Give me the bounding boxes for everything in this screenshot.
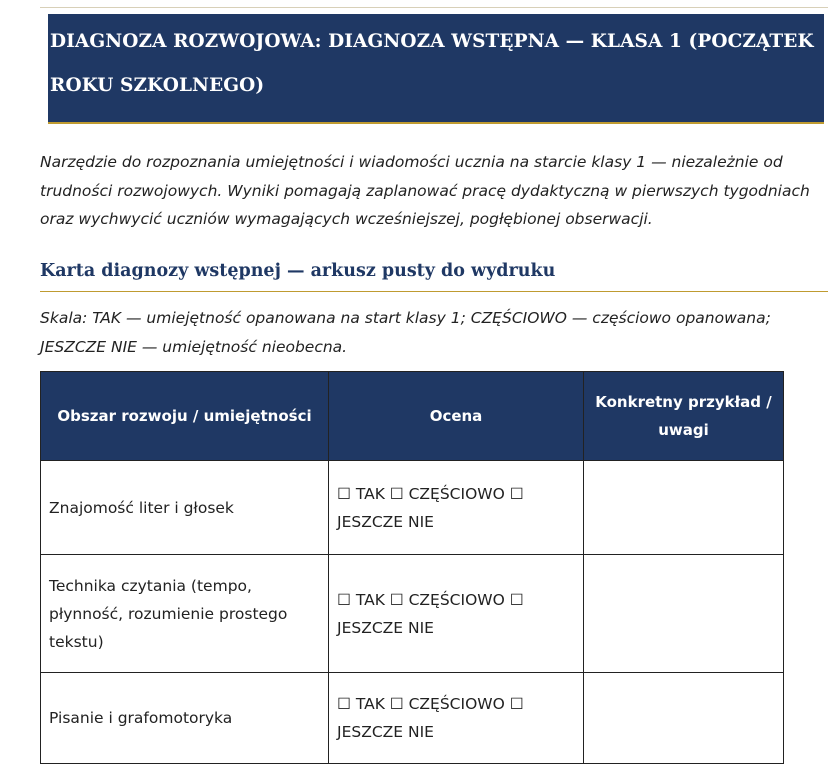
rating-cell[interactable]: ☐ TAK ☐ CZĘŚCIOWO ☐ JESZCZE NIE <box>329 555 584 673</box>
table-row <box>41 555 784 673</box>
title-banner <box>48 14 824 124</box>
area-cell: Pisanie i grafomotoryka <box>41 673 329 764</box>
table-row <box>41 673 784 764</box>
document-title: DIAGNOZA ROZWOJOWA: DIAGNOZA WSTĘPNA — KLASA 1 (POCZĄTEK ROKU SZKOLNEGO) <box>50 31 814 96</box>
rating-cell[interactable]: ☐ TAK ☐ CZĘŚCIOWO ☐ JESZCZE NIE <box>329 461 584 555</box>
intro-paragraph: Narzędzie do rozpoznania umiejętności i wiadomości ucznia na starcie klasy 1 — niezależnie od trudności rozwojowych. Wyniki pomagają zaplanować pracę dydaktyczną w pierwszych tygodniach oraz wychwycić uczniów wymagających wcześniejszej, pogłębionej obserwacji. <box>40 153 810 228</box>
column-header-area: Obszar rozwoju / umiejętności <box>41 372 329 461</box>
column-header-rating: Ocena <box>329 372 584 461</box>
table-header-row <box>41 372 784 461</box>
area-cell: Znajomość liter i głosek <box>41 461 329 555</box>
rating-cell[interactable]: ☐ TAK ☐ CZĘŚCIOWO ☐ JESZCZE NIE <box>329 673 584 764</box>
column-header-notes: Konkretny przykład / uwagi <box>584 372 784 461</box>
section-heading: Karta diagnozy wstępnej — arkusz pusty do wydruku <box>40 261 556 281</box>
top-rule <box>40 7 828 8</box>
notes-cell[interactable] <box>584 461 784 555</box>
diagnosis-table <box>40 371 784 764</box>
table-row <box>41 461 784 555</box>
scale-note: Skala: TAK — umiejętność opanowana na start klasy 1; CZĘŚCIOWO — częściowo opanowana; JESZCZE NIE — umiejętność nieobecna. <box>40 309 771 356</box>
notes-cell[interactable] <box>584 673 784 764</box>
section-divider <box>40 291 828 292</box>
notes-cell[interactable] <box>584 555 784 673</box>
area-cell: Technika czytania (tempo, płynność, rozumienie prostego tekstu) <box>41 555 329 673</box>
